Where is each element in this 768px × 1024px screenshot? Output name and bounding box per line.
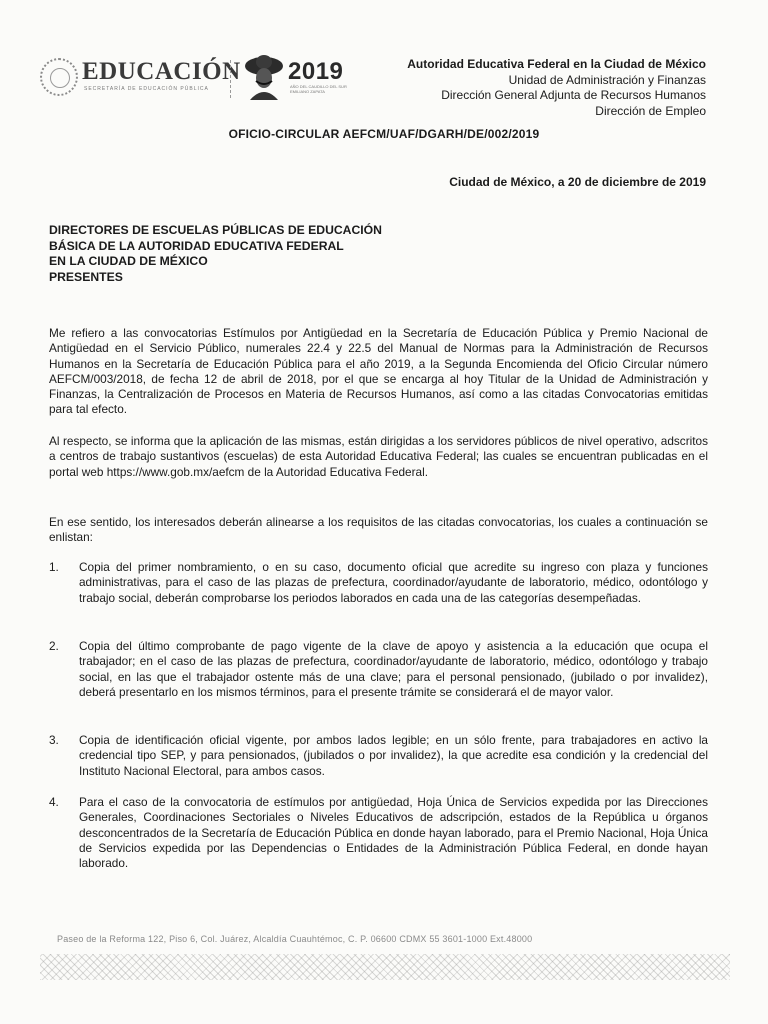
requirement-text: Copia del último comprobante de pago vigente de la clave de apoyo y asistencia a la educación que ocupa el trabajador; en el caso de las plazas de prefectura, coordinador/ayudante de laboratorio, médico, odontólogo y trabajo social, en las que el trabajador ostente más de una clave; para el personal pensionado, (jubilado o por invalidez), deberá presentarlo en los mismos términos, para el presente trámite se considerará el de mayor valor. xyxy=(79,639,708,699)
addressee-line: EN LA CIUDAD DE MÉXICO xyxy=(49,254,208,268)
education-logo-subtitle: SECRETARÍA DE EDUCACIÓN PÚBLICA xyxy=(84,86,209,92)
requirement-text: Copia de identificación oficial vigente, por ambos lados legible; en un sólo frente, para trabajadores en activo la credencial tipo SEP, y para pensionados, (jubilados o por invalidez), la que acredite esa condición y la credencial del Instituto Nacional Electoral, para ambos casos. xyxy=(79,733,708,778)
education-logo-word: EDUCACIÓN xyxy=(82,58,241,85)
addressee-block xyxy=(49,223,382,285)
authority-block xyxy=(407,57,706,119)
document-date: Ciudad de México, a 20 de diciembre de 2019 xyxy=(449,175,706,189)
addressee-line: DIRECTORES DE ESCUELAS PÚBLICAS DE EDUCACIÓN xyxy=(49,223,382,237)
requirement-number: 3. xyxy=(49,733,59,747)
body-paragraph: Al respecto, se informa que la aplicación de las mismas, están dirigidas a los servidores públicos de nivel operativo, adscritos a centros de trabajo sustantivos (escuelas) de esta Autoridad Educativa Federal; las cuales se encuentran publicadas en el portal web https://www.gob.mx/aefcm de la Autoridad Educativa Federal. xyxy=(49,434,708,479)
requirement-number: 4. xyxy=(49,795,59,809)
footer-decorative-band xyxy=(40,954,730,980)
authority-direction: Dirección de Empleo xyxy=(595,103,706,118)
addressee-line: PRESENTES xyxy=(49,269,123,284)
requirement-text: Para el caso de la convocatoria de estímulos por antigüedad, Hoja Única de Servicios expedida por las Direcciones Generales, Coordinaciones Sectoriales o Niveles Educativos de adscripción, estados de la República u órganos desconcentrados de la Secretaría de Educación Pública en donde hayan laborado, para el Premio Nacional, Hoja Única de Servicios expedida por las Dependencias o Entidades de la Administración Pública Federal, en donde hayan laborado. xyxy=(79,795,708,871)
year-logo-subtitle xyxy=(290,84,347,94)
authority-direction-general: Dirección General Adjunta de Recursos Humanos xyxy=(441,88,706,102)
year-logo: 2019 xyxy=(288,58,344,85)
authority-name: Autoridad Educativa Federal en la Ciudad de México xyxy=(407,57,706,71)
zapata-portrait-icon xyxy=(244,54,284,100)
logo-divider xyxy=(230,60,231,98)
footer-address: Paseo de la Reforma 122, Piso 6, Col. Juárez, Alcaldía Cuauhtémoc, C. P. 06600 CDMX 55 3601-1000 Ext.48000 xyxy=(57,934,533,944)
authority-unit: Unidad de Administración y Finanzas xyxy=(508,72,706,87)
requirement-number: 1. xyxy=(49,560,59,574)
year-subtitle-line: EMILIANO ZAPATA xyxy=(290,89,325,94)
oficio-number: OFICIO-CIRCULAR AEFCM/UAF/DGARH/DE/002/2019 xyxy=(228,127,540,141)
requirement-text: Copia del primer nombramiento, o en su caso, documento oficial que acredite su ingreso con plaza y funciones administrativas, para el caso de las plazas de prefectura, coordinador/ayudante de laboratorio, médico, odontólogo y trabajo social, deberán comprobarse los periodos laborados en cada una de las categorías desempeñadas. xyxy=(79,560,708,605)
addressee-line: BÁSICA DE LA AUTORIDAD EDUCATIVA FEDERAL xyxy=(49,238,344,253)
year-subtitle-line: AÑO DEL CAUDILLO DEL SUR xyxy=(290,84,347,89)
body-paragraph: En ese sentido, los interesados deberán alinearse a los requisitos de las citadas convocatorias, los cuales a continuación se enlistan: xyxy=(49,515,708,545)
requirement-number: 2. xyxy=(49,639,59,653)
letterhead xyxy=(0,0,768,118)
body-paragraph: Me refiero a las convocatorias Estímulos por Antigüedad en la Secretaría de Educación Pública y Premio Nacional de Antigüedad en el Servicio Público, numerales 22.4 y 22.5 del Manual de Normas para la Administración de Recursos Humanos en la Secretaría de Educación Pública para el año 2019, a la Segunda Encomienda del Oficio Circular número AEFCM/003/2018, de fecha 12 de abril de 2018, por el que se encarga al hoy Titular de la Unidad de Administración y Finanzas, la Centralización de Procesos en Materia de Recursos Humanos, así como a las citadas Convocatorias emitidas para tal efecto. xyxy=(49,326,708,417)
national-seal-icon xyxy=(40,58,78,96)
